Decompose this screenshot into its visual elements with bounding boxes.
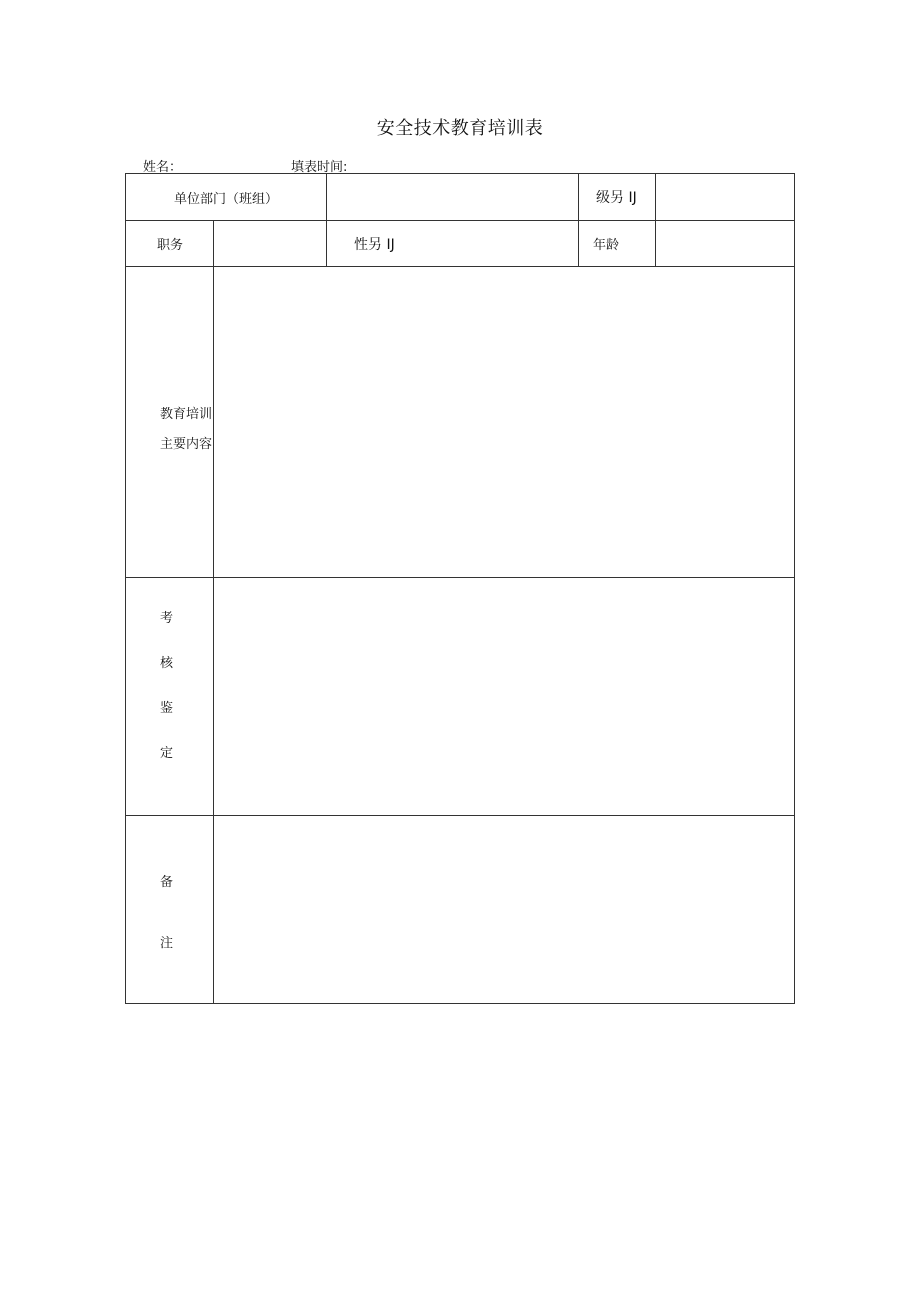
content-label-line2: 主要内容 — [160, 437, 213, 452]
unit-department-field[interactable] — [327, 174, 578, 220]
assessment-char: 核 — [160, 656, 174, 671]
fill-time-label: 填表时间: — [291, 160, 348, 175]
content-label-line1: 教育培训 — [160, 407, 213, 422]
assessment-char: 定 — [160, 746, 174, 761]
position-label: 职务 — [157, 238, 184, 253]
level-field[interactable] — [656, 174, 794, 220]
gender-label: 性另 IJ — [354, 236, 395, 253]
form-title: 安全技术教育培训表 — [376, 118, 544, 139]
age-label: 年龄 — [593, 238, 620, 253]
position-field[interactable] — [214, 221, 326, 266]
assessment-char: 考 — [160, 611, 174, 626]
training-content-field[interactable] — [214, 267, 794, 577]
column-divider — [326, 220, 327, 266]
name-label: 姓名： — [143, 160, 183, 175]
age-field[interactable] — [656, 221, 794, 266]
remarks-char: 备 — [160, 875, 174, 890]
assessment-field[interactable] — [214, 578, 794, 815]
assessment-char: 鉴 — [160, 701, 174, 716]
unit-department-label: 单位部门（班组） — [173, 191, 278, 207]
level-label: 级另 IJ — [596, 190, 637, 206]
remarks-char: 注 — [160, 936, 174, 951]
column-divider — [578, 173, 579, 266]
remarks-field[interactable] — [214, 816, 794, 1003]
